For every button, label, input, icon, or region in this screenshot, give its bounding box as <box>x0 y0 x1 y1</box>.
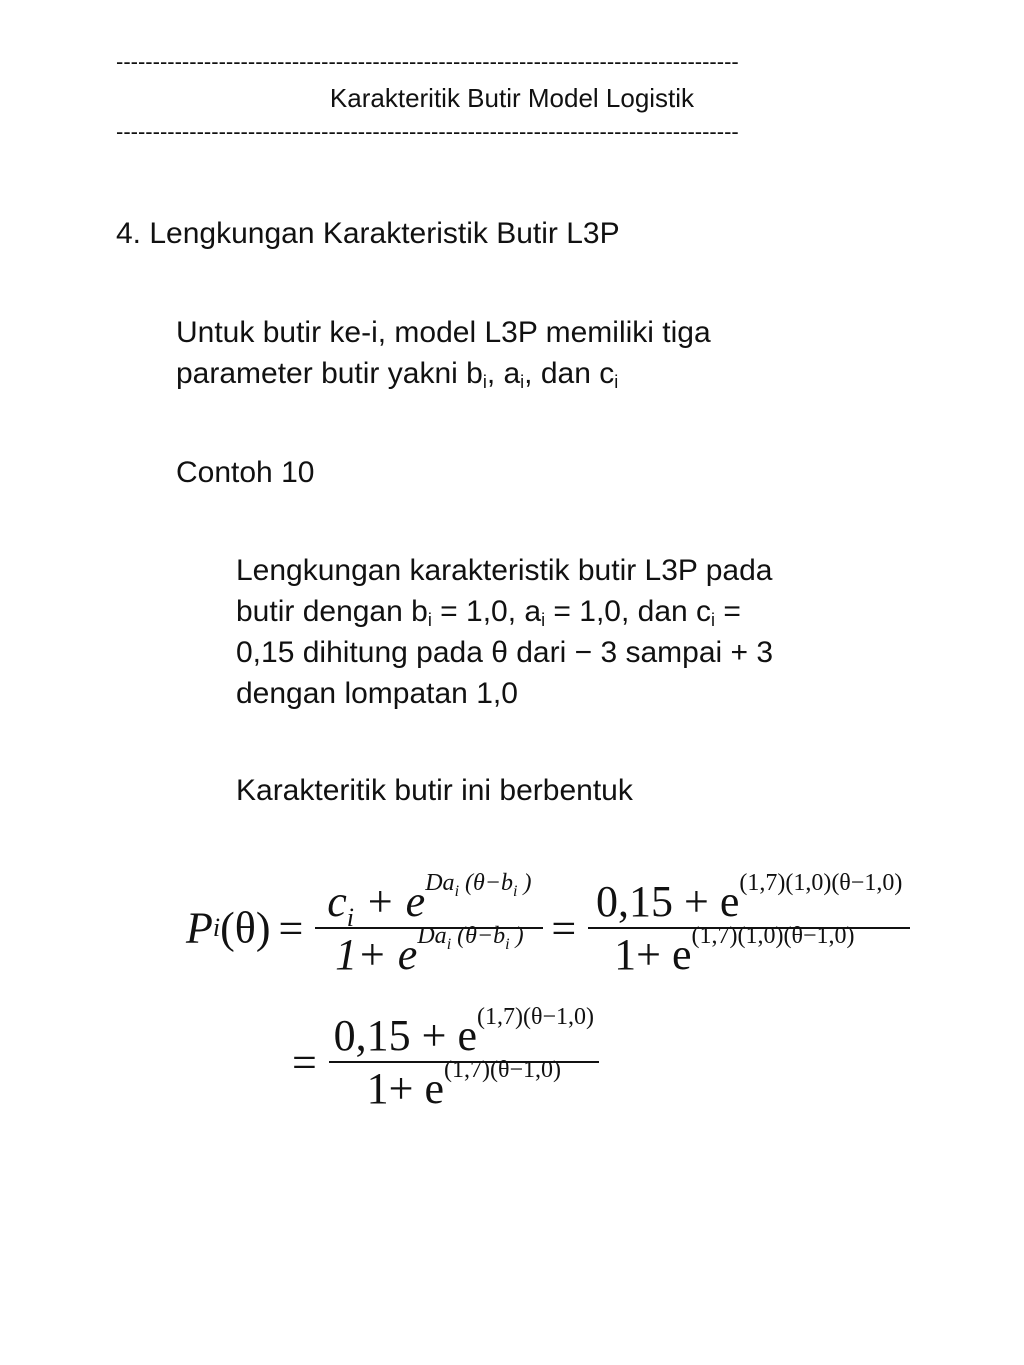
intro-line-1: Untuk butir ke-i, model L3P memiliki tiga <box>176 316 711 349</box>
formula-lhs-i: i <box>212 913 221 942</box>
example-text-c: = 1,0, dan c <box>545 595 712 628</box>
example-line-4: dengan lompatan 1,0 <box>236 677 518 710</box>
num-exponent: Dai (θ−bi ) <box>425 870 532 900</box>
fraction-general-numerator <box>315 870 543 932</box>
formula-fraction-simplified <box>329 1004 599 1114</box>
num3-exponent: (1,7)(θ−1,0) <box>477 1004 594 1030</box>
shape-text: Karakteritik butir ini berbentuk <box>236 774 633 807</box>
fraction-sub-numerator: $0,15 + e^{(1,7)(1,0)(\theta-1,0)}$ <box>596 870 903 926</box>
formula-fraction-general <box>315 870 543 980</box>
formula-line-1 <box>186 870 910 980</box>
num-c-sub: i <box>346 903 354 932</box>
example-paragraph <box>236 550 956 714</box>
fraction-simplified-numerator: $0,15 + e^{(1,7)(\theta-1,0)}$ <box>333 1004 594 1060</box>
intro-line-2 <box>176 353 936 394</box>
fraction-simplified-denominator: $1+ e^{(1,7)(\theta-1,0)}$ <box>366 1057 561 1113</box>
example-text-a: = 1,0, a <box>431 595 542 628</box>
formula-equals-3: = <box>292 1037 317 1087</box>
den2-exponent: (1,7)(1,0)(θ−1,0) <box>691 923 855 949</box>
num-c: c <box>327 877 347 926</box>
header-rule-top: ------------------------------------------------------------------------------------- <box>116 50 739 74</box>
formula-fraction-substituted <box>588 870 910 980</box>
example-line-3: 0,15 dihitung pada θ dari − 3 sampai + 3 <box>236 636 774 669</box>
formula-line-2 <box>284 1004 599 1114</box>
example-text-b: butir dengan b <box>236 595 428 628</box>
fraction-sub-denominator: $1+ e^{(1,7)(1,0)(\theta-1,0)}$ <box>614 923 855 979</box>
example-label: Contoh 10 <box>176 456 315 489</box>
intro-paragraph <box>176 312 936 394</box>
example-line-1: Lengkungan karakteristik butir L3P pada <box>236 554 773 587</box>
den3-exponent: (1,7)(θ−1,0) <box>444 1057 561 1083</box>
formula-lhs-P: P <box>186 903 213 953</box>
num-plus-e: + e <box>353 877 426 926</box>
example-text-eq: = <box>715 595 741 628</box>
intro-text-a: , a <box>486 357 521 390</box>
num2-exponent: (1,7)(1,0)(θ−1,0) <box>739 870 903 896</box>
intro-text-c: , dan c <box>524 357 615 390</box>
den-exponent: Dai (θ−bi ) <box>417 923 524 953</box>
running-title: Karakteritik Butir Model Logistik <box>329 83 695 113</box>
example-line-2 <box>236 591 956 632</box>
subscript-i: i <box>520 372 525 392</box>
subscript-i: i <box>427 610 432 630</box>
header-rule-bottom: ------------------------------------------------------------------------------------- <box>116 120 739 144</box>
subscript-i: i <box>541 610 546 630</box>
subscript-i: i <box>614 372 619 392</box>
formula-equals-1: = <box>278 903 304 953</box>
den-one-plus-e: 1+ e <box>335 930 418 979</box>
subscript-i: i <box>711 610 716 630</box>
subscript-i: i <box>482 372 487 392</box>
formula-lhs-theta: (θ) <box>220 903 271 953</box>
section-heading: 4. Lengkungan Karakteristik Butir L3P <box>116 217 620 250</box>
fraction-general-denominator <box>315 923 543 980</box>
intro-text-b: parameter butir yakni b <box>176 357 483 390</box>
formula-equals-2: = <box>551 903 577 953</box>
